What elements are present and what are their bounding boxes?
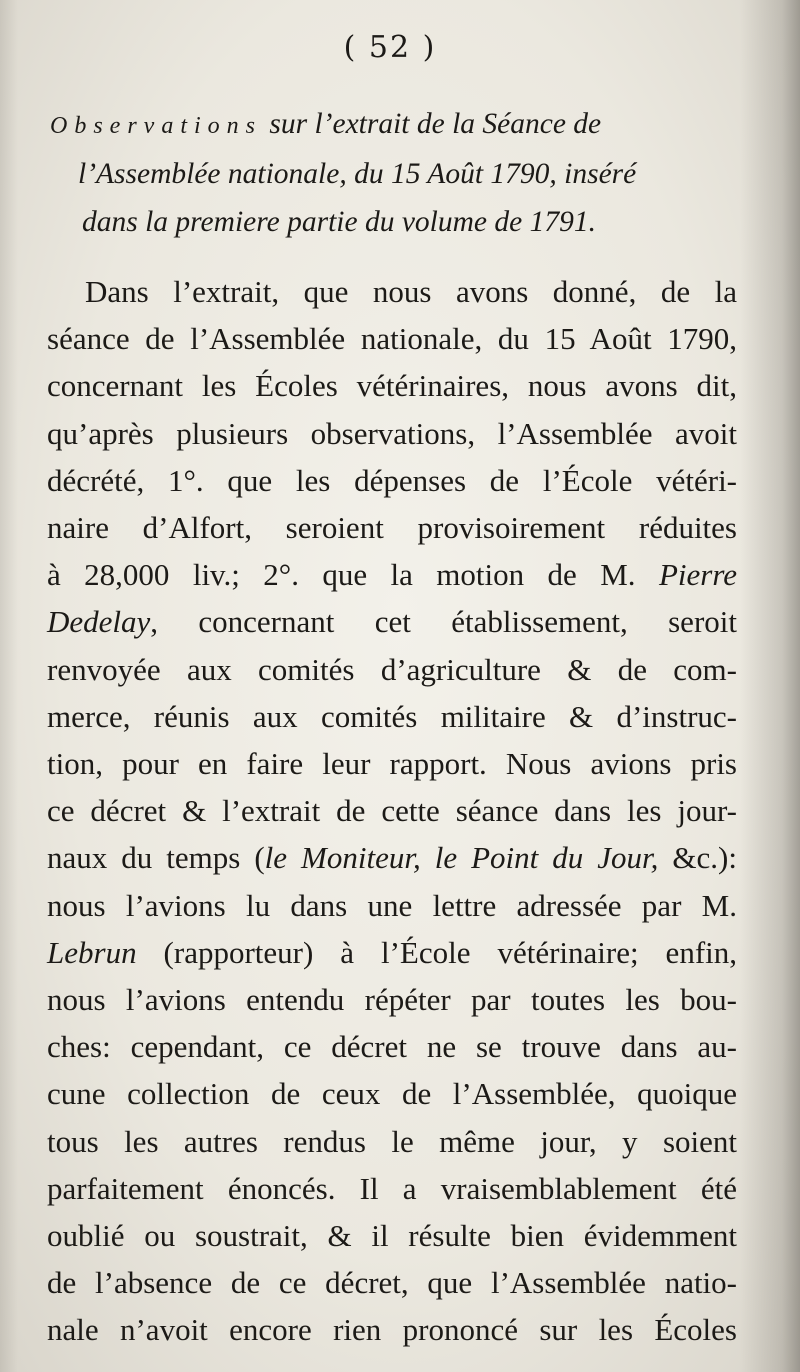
text-line: parfaitement énoncés. Il a vraisemblablement été xyxy=(47,1170,737,1206)
text-line xyxy=(47,929,737,976)
text-line: concernant les Écoles vétérinaires, nous avons dit, xyxy=(47,368,737,404)
text-line: nale n’avoit encore rien prononcé sur les Écoles xyxy=(47,1312,737,1348)
text-segment: naux du temps ( xyxy=(47,840,265,876)
text-line: tion, pour en faire leur rapport. Nous avions pris xyxy=(47,746,737,782)
text-line: de l’absence de ce décret, que l’Assemblée natio- xyxy=(47,1265,737,1301)
text-line: Dans l’extrait, que nous avons donné, de la xyxy=(85,274,737,309)
page-number: ( 52 ) xyxy=(343,30,437,65)
text-line: ce décret & l’extrait de cette séance dans les jour- xyxy=(47,793,737,829)
section-heading xyxy=(50,100,740,246)
text-segment: concernant cet établissement, seroit xyxy=(198,604,737,640)
italic-name-pierre: Pierre xyxy=(658,557,737,593)
heading-lead-word: Observations xyxy=(50,113,262,139)
text-line: qu’après plusieurs observations, l’Assemblée avoit xyxy=(47,415,737,451)
italic-name-lebrun: Lebrun xyxy=(47,934,137,970)
heading-line-1-rest: sur l’extrait de la Séance de xyxy=(262,108,602,140)
text-line: nous l’avions entendu répéter par toutes les bou- xyxy=(47,982,737,1018)
text-segment: (rapporteur) à l’École vétérinaire; enfin, xyxy=(163,934,737,970)
text-line: merce, réunis aux comités militaire & d’instruc- xyxy=(47,698,737,734)
text-line: séance de l’Assemblée nationale, du 15 Août 1790, xyxy=(47,321,737,357)
text-line: cune collection de ceux de l’Assemblée, quoique xyxy=(47,1076,737,1112)
italic-name-dedelay: Dedelay xyxy=(47,604,151,640)
text-segment: &c.): xyxy=(658,840,737,876)
text-line: nous l’avions lu dans une lettre adressée par M. xyxy=(47,887,737,923)
text-line: renvoyée aux comités d’agriculture & de com- xyxy=(47,651,737,687)
heading-line-2: l’Assemblée nationale, du 15 Août 1790, inséré xyxy=(78,158,637,190)
text-line: oublié ou soustrait, & il résulte bien évidemment xyxy=(47,1218,737,1254)
text-line xyxy=(47,551,737,598)
text-line: naire d’Alfort, seroient provisoirement réduites xyxy=(47,510,737,546)
text-line: décrété, 1°. que les dépenses de l’École vétéri- xyxy=(47,462,737,498)
text-segment: à 28,000 liv.; 2°. que la motion de M. xyxy=(47,557,659,593)
text-line: tous les autres rendus le même jour, y soient xyxy=(47,1123,737,1159)
text-line: ches: cependant, ce décret ne se trouve dans au- xyxy=(47,1029,737,1065)
text-line xyxy=(47,834,737,881)
heading-line-3: dans la premiere partie du volume de 1791. xyxy=(82,206,596,238)
text-line: Dedelay, concernant cet établissement, seroit xyxy=(47,604,737,640)
heading-line-1 xyxy=(50,100,740,150)
body-paragraph xyxy=(47,268,737,1354)
italic-journal-names: le Moniteur, le Point du Jour, xyxy=(264,840,659,876)
